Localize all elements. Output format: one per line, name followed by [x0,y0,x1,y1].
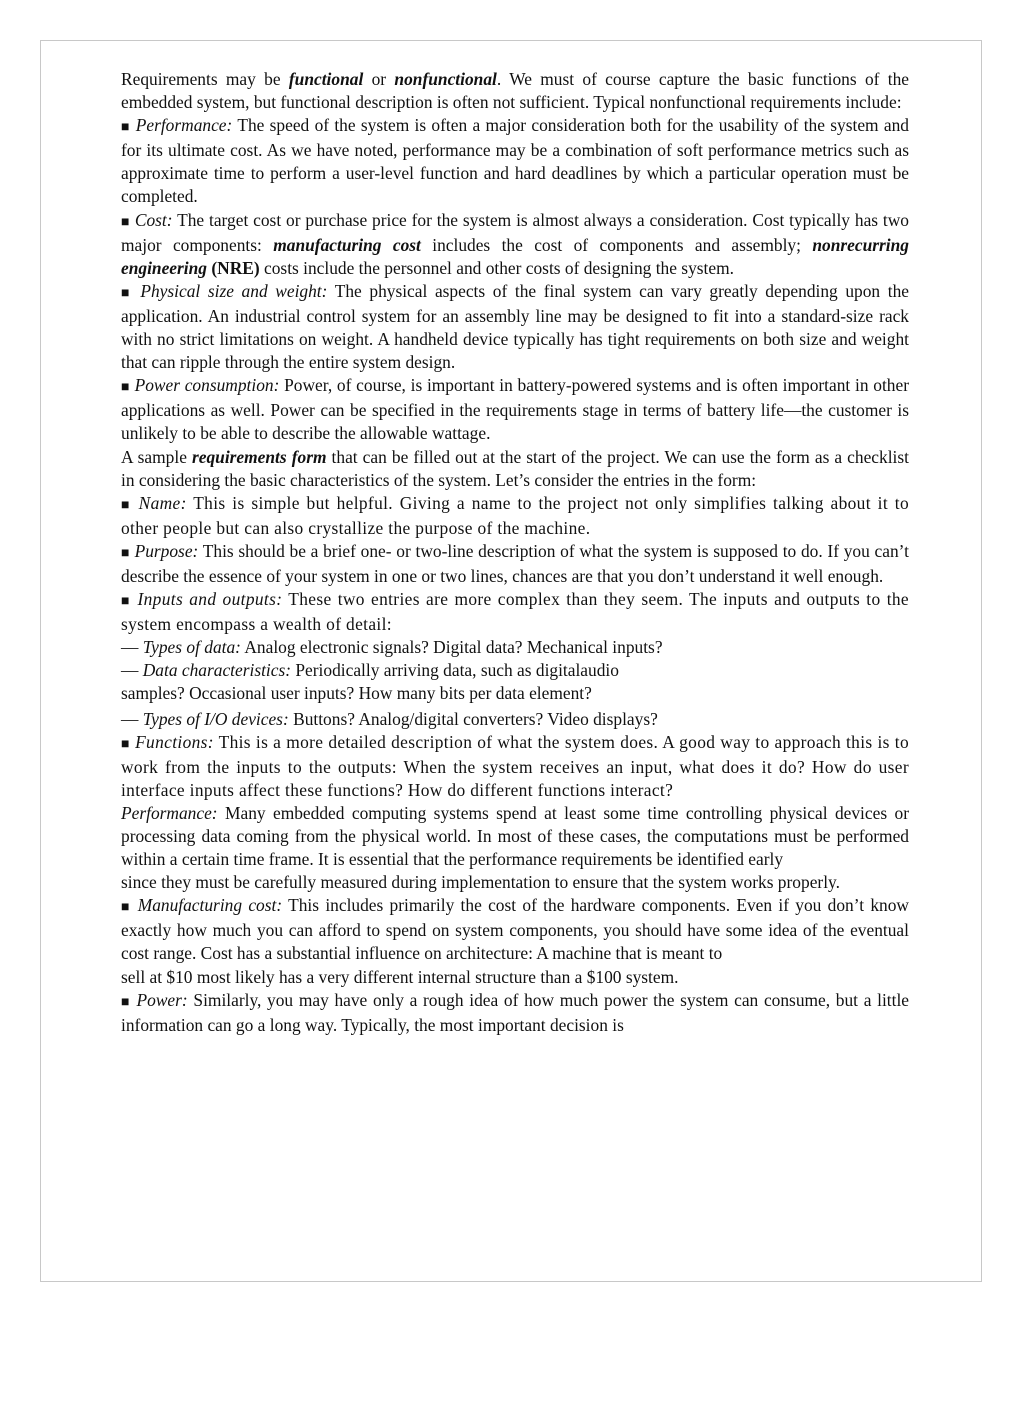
bullet-icon: ■ [121,545,130,561]
intro-or: or [363,69,395,89]
physical-text: The physical aspects of the final system can vary greatly depending upon the application. An industrial control system for an assembly line may be designed to fit into a standard-size rack with no strict limitations on weight. A handheld device typically has tight requirements on both size and weight that can ripple through the entire system design. [121,280,909,373]
term-manufacturing-cost-entry: Manufacturing cost: [137,895,283,916]
sub-data-characteristics [121,659,909,682]
form-intro-paragraph [121,446,909,492]
form-intro-lead: A sample [121,446,192,467]
bullet-power [121,989,909,1037]
bullet-physical-size [121,280,909,374]
term-power: Power: [136,989,188,1010]
term-manufacturing-cost: manufacturing cost [273,234,421,255]
term-cost: Cost: [134,209,173,230]
purpose-text: This should be a brief one- or two-line description of what the system is supposed to do. If you can’t describe the essence of your system in one or two lines, chances are that you don’t understand it well enough. [121,540,909,586]
cost-text-3: costs include the personnel and other costs of designing the system. [259,257,734,278]
term-physical-size: Physical size and weight: [140,280,328,301]
bullet-icon: ■ [121,994,131,1010]
bullet-performance [121,114,909,208]
term-purpose: Purpose: [134,540,199,561]
io-text: These two entries are more complex than they seem. The inputs and outputs to the system encompass a wealth of detail: [121,589,909,635]
term-performance-entry: Performance: [121,802,218,823]
performance-entry-paragraph [121,802,909,871]
term-nonfunctional: nonfunctional [394,69,497,89]
bullet-functions [121,731,909,802]
bullet-icon: ■ [121,594,132,610]
bullet-icon: ■ [121,736,131,752]
term-functions: Functions: [135,731,214,752]
bullet-name [121,492,909,540]
bullet-inputs-outputs [121,588,909,636]
bullet-manufacturing-cost [121,894,909,965]
power-text: Similarly, you may have only a rough idea of how much power the system can consume, but a little information can go a long way. Typically, the most important decision is [121,989,909,1035]
term-performance: Performance: [135,115,233,136]
term-inputs-outputs: Inputs and outputs: [137,589,283,610]
term-requirements-form: requirements form [191,446,327,467]
name-text: This is simple but helpful. Giving a name to the project not only simplifies talking about it to other people but can also crystallize the purpose of the machine. [121,492,910,538]
intro-rest: . We must of course capture the basic functions of the embedded system, but functional description is often not sufficient. Typical nonfunctional requirements include: [121,69,909,113]
sub-types-of-data [121,636,909,659]
cost-text-2: includes the cost of components and assembly; [420,234,813,255]
bullet-purpose [121,540,909,588]
bullet-icon: ■ [121,380,130,396]
dash-glyph: — [121,660,139,681]
term-io-devices: Types of I/O devices: [142,708,289,729]
bullet-icon: ■ [121,120,131,136]
dash-glyph: — [121,708,139,729]
term-name: Name: [138,492,187,513]
manufacturing-cost-continuation-text: sell at $10 most likely has a very different internal structure than a $100 system. [121,966,679,987]
term-types-of-data: Types of data: [142,637,241,658]
bullet-power-consumption [121,374,909,445]
intro-paragraph [121,68,909,114]
document-body [121,68,909,1037]
data-characteristics-continuation: samples? Occasional user inputs? How many bits per data element? [121,683,592,704]
functions-text: This is a more detailed description of what the system does. A good way to approach this is to work from the inputs to the outputs: When the system receives an input, what does it do? How do user interface inputs affect these functions? How do different functions interact? [121,731,910,800]
term-nonrecurring-engineering: nonrecurring engineering [121,234,909,278]
power-consumption-text: Power, of course, is important in battery-powered systems and is often important in other applications as well. Power can be specified in the requirements stage in terms of battery life—the customer is unlikely to be able to describe the allowable wattage. [121,375,909,444]
term-functional: functional [288,69,364,89]
sub-io-devices [121,708,909,731]
io-devices-text: Buttons? Analog/digital converters? Video displays? [288,708,658,729]
bullet-icon: ■ [121,900,132,916]
form-intro-rest: that can be filled out at the start of the project. We can use the form as a checklist in considering the basic characteristics of the system. Let’s consider the entries in the form: [121,446,909,490]
bullet-icon: ■ [121,214,130,230]
performance-text: The speed of the system is often a major consideration both for the usability of the system and for its ultimate cost. As we have noted, performance may be a combination of soft performance metrics such as approximate time to perform a user-level function and hard deadlines by which a particular operation must be completed. [121,115,909,207]
performance-entry-text: Many embedded computing systems spend at least some time controlling physical devices or processing data coming from the physical world. In most of these cases, the computations must be performed within a certain time frame. It is essential that the performance requirements be identified early [121,802,909,870]
manufacturing-cost-text: This includes primarily the cost of the hardware components. Even if you don’t know exactly how much you can afford to spend on system components, you should have some idea of the eventual cost range. Cost has a substantial influence on architecture: A machine that is meant to [121,895,909,964]
bullet-cost [121,209,909,280]
term-data-characteristics: Data characteristics: [142,660,292,681]
term-power-consumption: Power consumption: [134,375,280,396]
intro-lead: Requirements may be [121,69,289,89]
sub-data-characteristics-continuation [121,682,909,705]
bullet-icon: ■ [121,497,132,513]
performance-continuation-text: since they must be carefully measured during implementation to ensure that the system works properly. [121,872,840,893]
manufacturing-cost-continuation [121,966,909,989]
bullet-icon: ■ [121,285,133,301]
types-of-data-text: Analog electronic signals? Digital data? Mechanical inputs? [240,637,663,658]
performance-entry-continuation [121,871,909,894]
data-characteristics-text: Periodically arriving data, such as digitalaudio [291,660,619,681]
term-nre-abbr: (NRE) [211,257,260,278]
cost-text-1: The target cost or purchase price for the system is almost always a consideration. Cost typically has two major components: [121,209,909,255]
dash-glyph: — [121,637,139,658]
